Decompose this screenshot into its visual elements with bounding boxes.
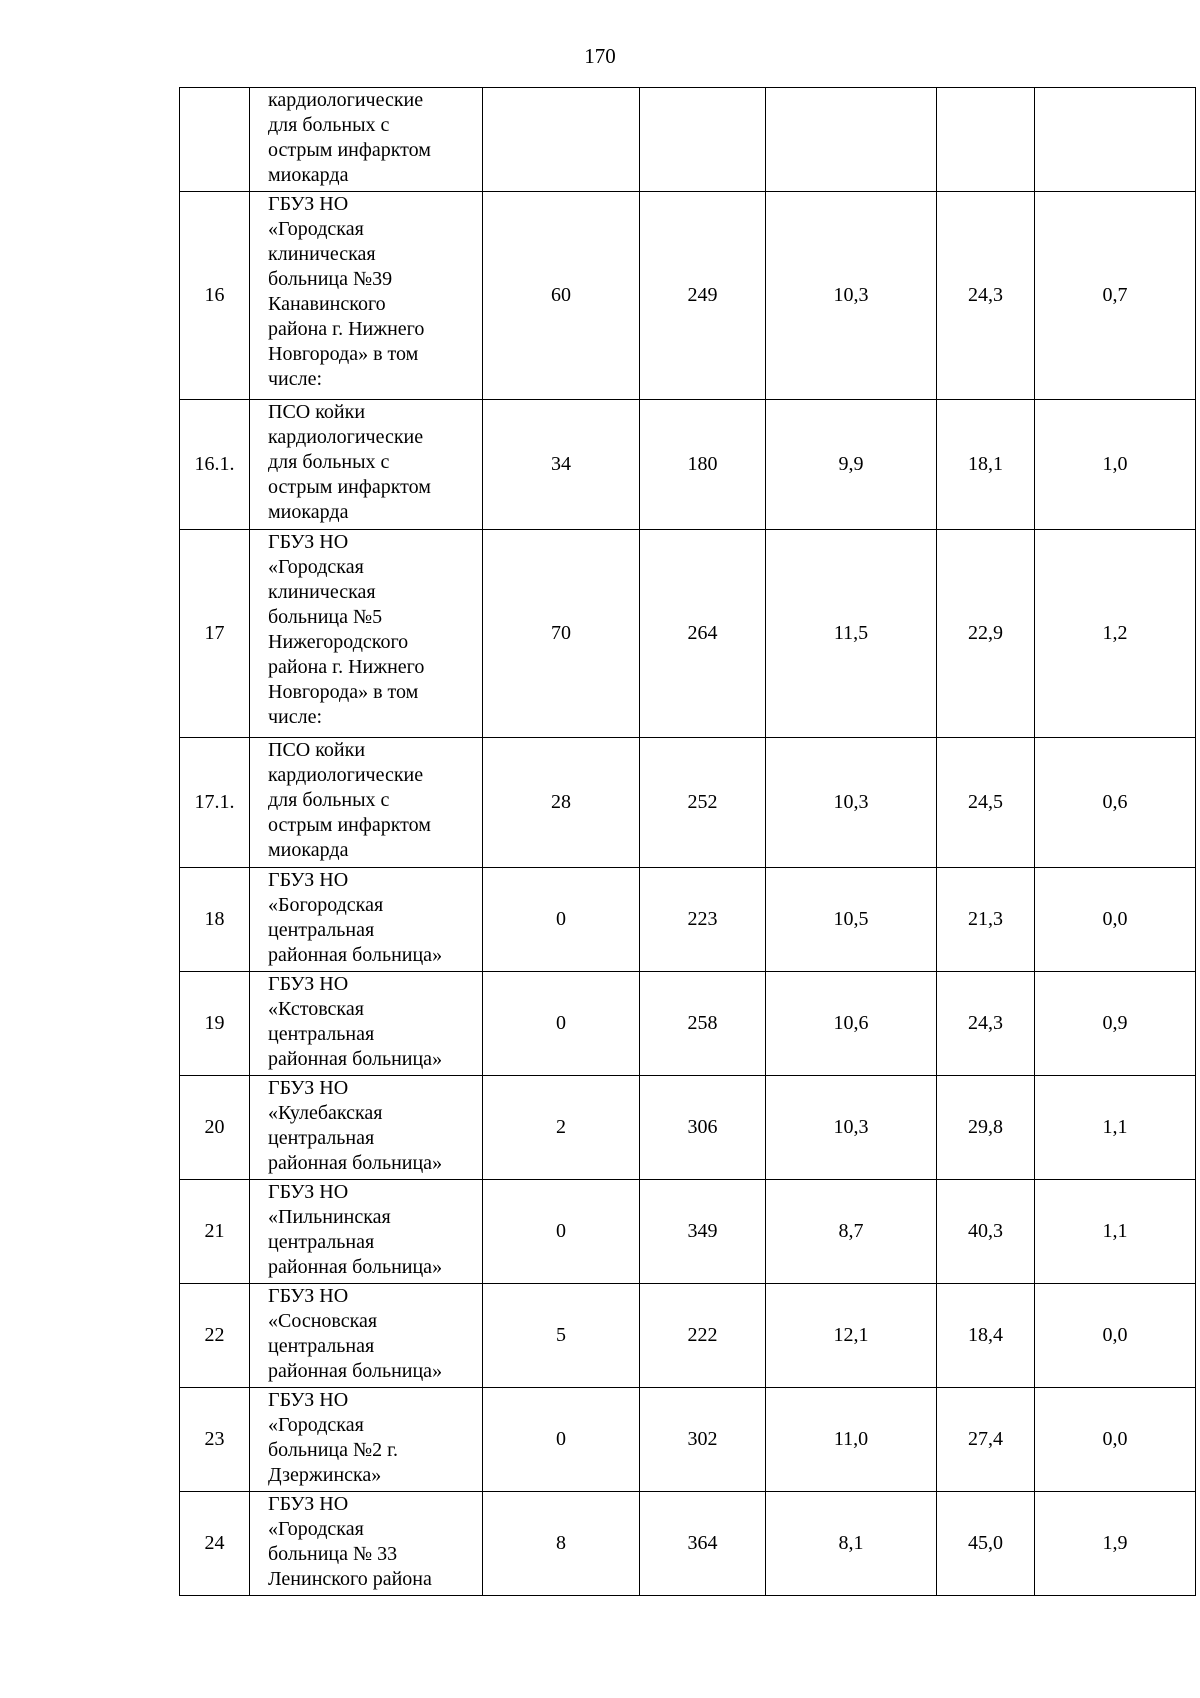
institution-name-line: «Городская [268, 1414, 364, 1436]
value-cell-col-3: 8,7 [766, 1180, 937, 1284]
institution-name-line: ГБУЗ НО [268, 1181, 349, 1203]
row-number: 24 [180, 1492, 250, 1596]
institution-name [250, 1076, 483, 1180]
value-cell-col-1 [483, 88, 640, 192]
institution-name-line: ГБУЗ НО [268, 973, 349, 995]
row-number: 23 [180, 1388, 250, 1492]
row-number: 17.1. [180, 738, 250, 868]
value-cell-col-5: 1,1 [1035, 1180, 1196, 1284]
institution-name-line: центральная [268, 1023, 375, 1045]
institution-name-line: центральная [268, 919, 375, 941]
institution-name-line: миокарда [268, 501, 349, 523]
institution-name-line: миокарда [268, 839, 349, 861]
value-cell-col-4: 22,9 [937, 530, 1035, 738]
institution-name-line: «Сосновская [268, 1310, 378, 1332]
institution-name-line: «Богородская [268, 894, 384, 916]
value-cell-col-5: 0,7 [1035, 192, 1196, 400]
institution-name-line: районная больница» [268, 1152, 443, 1174]
institution-name [250, 1388, 483, 1492]
institution-name-line: Новгорода» в том [268, 343, 419, 365]
institution-name-line: Канавинского [268, 293, 386, 315]
institution-name-line: больница №2 г. [268, 1439, 399, 1461]
institution-name-line: ГБУЗ НО [268, 1389, 349, 1411]
value-cell-col-1: 0 [483, 1388, 640, 1492]
value-cell-col-1: 2 [483, 1076, 640, 1180]
institution-name-line: центральная [268, 1127, 375, 1149]
institution-name-line: кардиологические [268, 764, 424, 786]
value-cell-col-3: 11,5 [766, 530, 937, 738]
value-cell-col-2: 249 [640, 192, 766, 400]
value-cell-col-4: 24,3 [937, 972, 1035, 1076]
institution-name-line: кардиологические [268, 89, 424, 111]
value-cell-col-4 [937, 88, 1035, 192]
institution-name [250, 192, 483, 400]
institution-name-line: Нижегородского [268, 631, 409, 653]
institution-name-line: центральная [268, 1231, 375, 1253]
institution-name-line: ГБУЗ НО [268, 869, 349, 891]
row-number: 20 [180, 1076, 250, 1180]
value-cell-col-1: 0 [483, 868, 640, 972]
institution-name-line: «Пильнинская [268, 1206, 391, 1228]
row-number: 16 [180, 192, 250, 400]
institution-name-line: острым инфарктом [268, 476, 431, 498]
value-cell-col-2: 252 [640, 738, 766, 868]
value-cell-col-4: 40,3 [937, 1180, 1035, 1284]
value-cell-col-3: 10,3 [766, 192, 937, 400]
institution-name [250, 1492, 483, 1596]
value-cell-col-2: 258 [640, 972, 766, 1076]
value-cell-col-5: 0,9 [1035, 972, 1196, 1076]
value-cell-col-4: 24,3 [937, 192, 1035, 400]
value-cell-col-2: 223 [640, 868, 766, 972]
value-cell-col-5: 0,6 [1035, 738, 1196, 868]
institution-name-line: «Кстовская [268, 998, 364, 1020]
institution-name-line: числе: [268, 706, 323, 728]
institution-name-line: Ленинского района [268, 1568, 432, 1590]
value-cell-col-4: 27,4 [937, 1388, 1035, 1492]
institution-name-line: центральная [268, 1335, 375, 1357]
value-cell-col-3: 11,0 [766, 1388, 937, 1492]
value-cell-col-2 [640, 88, 766, 192]
institution-name-line: клиническая [268, 581, 376, 603]
institution-name-line: ГБУЗ НО [268, 193, 349, 215]
value-cell-col-4: 24,5 [937, 738, 1035, 868]
value-cell-col-1: 5 [483, 1284, 640, 1388]
value-cell-col-3: 10,5 [766, 868, 937, 972]
value-cell-col-5: 0,0 [1035, 1284, 1196, 1388]
value-cell-col-2: 222 [640, 1284, 766, 1388]
institution-name-line: ГБУЗ НО [268, 1077, 349, 1099]
institution-name-line: района г. Нижнего [268, 318, 425, 340]
institution-name-line: острым инфарктом [268, 814, 431, 836]
value-cell-col-5 [1035, 88, 1196, 192]
institution-name-line: ГБУЗ НО [268, 1493, 349, 1515]
value-cell-col-2: 364 [640, 1492, 766, 1596]
value-cell-col-5: 0,0 [1035, 868, 1196, 972]
row-number: 22 [180, 1284, 250, 1388]
table-row [180, 192, 1196, 400]
table-row [180, 868, 1196, 972]
institution-name-line: для больных с [268, 789, 390, 811]
institution-name-line: ПСО койки [268, 401, 366, 423]
institution-name-line: районная больница» [268, 1360, 443, 1382]
institution-name [250, 1284, 483, 1388]
table-row [180, 1284, 1196, 1388]
value-cell-col-5: 1,9 [1035, 1492, 1196, 1596]
row-number: 18 [180, 868, 250, 972]
institution-name-line: «Городская [268, 218, 364, 240]
institution-name [250, 530, 483, 738]
institution-name [250, 88, 483, 192]
value-cell-col-5: 1,2 [1035, 530, 1196, 738]
table-row [180, 400, 1196, 530]
table-row [180, 1180, 1196, 1284]
table-row [180, 1076, 1196, 1180]
institution-name [250, 400, 483, 530]
value-cell-col-1: 60 [483, 192, 640, 400]
value-cell-col-3: 8,1 [766, 1492, 937, 1596]
table-row [180, 1492, 1196, 1596]
page-number: 170 [584, 44, 616, 68]
value-cell-col-2: 306 [640, 1076, 766, 1180]
institution-name [250, 868, 483, 972]
institution-name-line: Новгорода» в том [268, 681, 419, 703]
value-cell-col-1: 0 [483, 972, 640, 1076]
institution-name [250, 972, 483, 1076]
institution-name-line: для больных с [268, 451, 390, 473]
table-row [180, 88, 1196, 192]
institution-name [250, 1180, 483, 1284]
institution-name-line: миокарда [268, 164, 349, 186]
institution-name-line: районная больница» [268, 944, 443, 966]
row-number: 17 [180, 530, 250, 738]
institution-name [250, 738, 483, 868]
institution-name-line: острым инфарктом [268, 139, 431, 161]
value-cell-col-1: 34 [483, 400, 640, 530]
institution-name-line: «Городская [268, 1518, 364, 1540]
value-cell-col-2: 349 [640, 1180, 766, 1284]
value-cell-col-3 [766, 88, 937, 192]
table-row [180, 738, 1196, 868]
value-cell-col-4: 21,3 [937, 868, 1035, 972]
value-cell-col-4: 18,4 [937, 1284, 1035, 1388]
institution-name-line: «Городская [268, 556, 364, 578]
institution-name-line: районная больница» [268, 1048, 443, 1070]
institution-name-line: «Кулебакская [268, 1102, 383, 1124]
table-row [180, 530, 1196, 738]
statistics-table [179, 87, 1196, 1596]
value-cell-col-1: 70 [483, 530, 640, 738]
institution-name-line: кардиологические [268, 426, 424, 448]
value-cell-col-3: 10,6 [766, 972, 937, 1076]
row-number [180, 88, 250, 192]
value-cell-col-2: 302 [640, 1388, 766, 1492]
value-cell-col-1: 0 [483, 1180, 640, 1284]
value-cell-col-5: 1,1 [1035, 1076, 1196, 1180]
table-row [180, 972, 1196, 1076]
value-cell-col-1: 28 [483, 738, 640, 868]
value-cell-col-2: 180 [640, 400, 766, 530]
row-number: 19 [180, 972, 250, 1076]
table-body [180, 88, 1196, 1596]
institution-name-line: для больных с [268, 114, 390, 136]
institution-name-line: ГБУЗ НО [268, 531, 349, 553]
institution-name-line: Дзержинска» [268, 1464, 382, 1486]
institution-name-line: ПСО койки [268, 739, 366, 761]
value-cell-col-2: 264 [640, 530, 766, 738]
value-cell-col-1: 8 [483, 1492, 640, 1596]
institution-name-line: больница №39 [268, 268, 393, 290]
value-cell-col-3: 10,3 [766, 738, 937, 868]
value-cell-col-3: 9,9 [766, 400, 937, 530]
value-cell-col-4: 45,0 [937, 1492, 1035, 1596]
table-row [180, 1388, 1196, 1492]
value-cell-col-5: 0,0 [1035, 1388, 1196, 1492]
value-cell-col-4: 29,8 [937, 1076, 1035, 1180]
row-number: 16.1. [180, 400, 250, 530]
row-number: 21 [180, 1180, 250, 1284]
value-cell-col-4: 18,1 [937, 400, 1035, 530]
institution-name-line: ГБУЗ НО [268, 1285, 349, 1307]
value-cell-col-3: 10,3 [766, 1076, 937, 1180]
institution-name-line: района г. Нижнего [268, 656, 425, 678]
value-cell-col-5: 1,0 [1035, 400, 1196, 530]
value-cell-col-3: 12,1 [766, 1284, 937, 1388]
institution-name-line: числе: [268, 368, 323, 390]
institution-name-line: больница №5 [268, 606, 383, 628]
institution-name-line: клиническая [268, 243, 376, 265]
institution-name-line: районная больница» [268, 1256, 443, 1278]
institution-name-line: больница № 33 [268, 1543, 398, 1565]
